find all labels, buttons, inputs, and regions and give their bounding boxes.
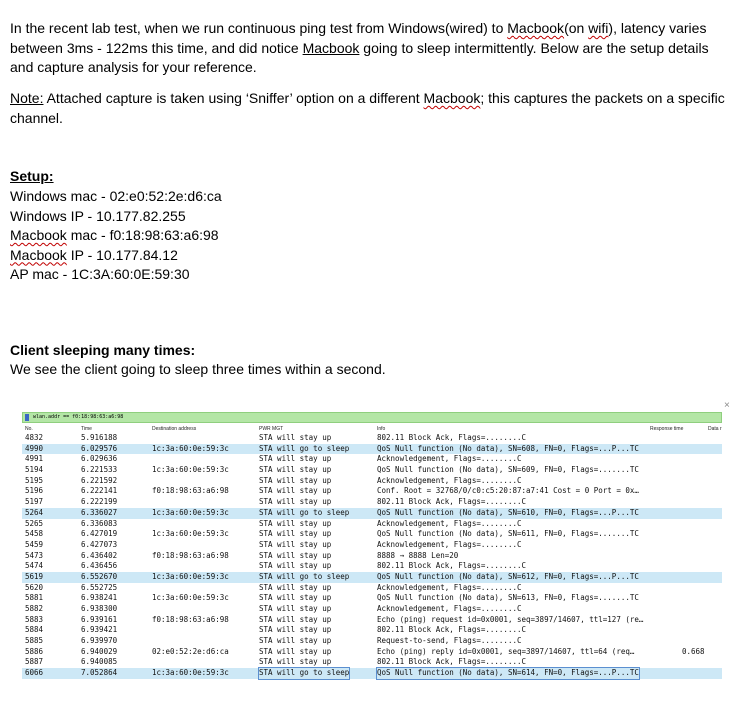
spelling-flag: Macbook — [10, 227, 67, 243]
intro-text: ), latency varies between 3ms - 122ms this time, and did notice — [10, 20, 707, 56]
packet-row[interactable] — [22, 647, 722, 658]
packet-number: 5195 — [25, 475, 44, 485]
packet-row[interactable] — [22, 465, 722, 476]
packet-info: Echo (ping) reply id=0x0001, seq=3897/14607, ttl=64 (req… — [377, 646, 635, 656]
packet-number: 5884 — [25, 625, 44, 635]
packet-row[interactable] — [22, 433, 722, 444]
packet-number: 4832 — [25, 433, 44, 442]
packet-number: 5459 — [25, 539, 44, 549]
packet-pwr-mgt: STA will stay up — [259, 433, 332, 442]
column-pwr-mgt[interactable]: PWR MGT — [259, 426, 284, 432]
packet-time: 6.938300 — [81, 604, 118, 613]
packet-row[interactable] — [22, 657, 722, 668]
packet-pwr-mgt: STA will stay up — [259, 646, 332, 656]
packet-info: Conf. Root = 32768/0/c0:c5:20:87:a7:41 Cost = 0 Port = 0x… — [377, 486, 639, 496]
packet-number: 5885 — [25, 636, 44, 646]
packet-time: 5.916188 — [81, 433, 118, 442]
packet-time: 6.938241 — [81, 593, 118, 603]
close-icon[interactable]: × — [724, 400, 730, 411]
packet-number: 5197 — [25, 497, 44, 507]
packet-response-time: 0.668 — [682, 646, 705, 656]
packet-row[interactable] — [22, 636, 722, 647]
packet-pwr-mgt: STA will stay up — [259, 582, 332, 592]
packet-row[interactable] — [22, 497, 722, 508]
macbook-ip-value: IP - 10.177.84.12 — [66, 246, 178, 263]
packet-time: 6.552670 — [81, 571, 118, 581]
column-time[interactable]: Time — [81, 426, 92, 432]
macbook-ip — [10, 246, 222, 266]
packet-info: QoS Null function (No data), SN=610, FN=0, Flags=...P...TC — [377, 507, 639, 517]
column-info[interactable]: Info — [377, 426, 386, 432]
packet-row[interactable] — [22, 444, 722, 455]
setup-list — [10, 187, 222, 285]
packet-destination: 02:e0:52:2e:d6:ca — [152, 646, 229, 656]
packet-row[interactable] — [22, 583, 722, 594]
packet-time: 6.221592 — [81, 475, 118, 485]
packet-number: 5882 — [25, 604, 44, 613]
note-label: Note: — [10, 90, 44, 106]
packet-row[interactable] — [22, 540, 722, 551]
packet-pwr-mgt: STA will go to sleep — [259, 507, 350, 517]
column-data-rate[interactable]: Data r — [708, 426, 722, 432]
packet-row[interactable] — [22, 508, 722, 519]
packet-pwr-mgt: STA will stay up — [259, 529, 332, 539]
packet-pwr-mgt: STA will go to sleep — [259, 571, 350, 581]
packet-number: 5619 — [25, 571, 44, 581]
packet-time: 6.436456 — [81, 561, 118, 571]
packet-info: QoS Null function (No data), SN=608, FN=0, Flags=...P...TC — [377, 443, 639, 453]
packet-info: 802.11 Block Ack, Flags=........C — [377, 433, 527, 442]
macbook-mac-value: mac - f0:18:98:63:a6:98 — [66, 227, 219, 243]
packet-row[interactable] — [22, 454, 722, 465]
packet-info: Request-to-send, Flags=........C — [377, 636, 522, 646]
packet-list — [22, 433, 722, 679]
packet-row[interactable] — [22, 476, 722, 487]
packet-time: 6.336027 — [81, 507, 118, 517]
packet-pwr-mgt: STA will stay up — [259, 486, 332, 496]
bookmark-icon[interactable] — [25, 414, 29, 421]
packet-row[interactable] — [22, 486, 722, 497]
display-filter-bar[interactable] — [22, 412, 722, 423]
spelling-flag: Macbook — [423, 90, 481, 106]
packet-pwr-mgt: STA will stay up — [259, 625, 332, 635]
packet-info: 802.11 Block Ack, Flags=........C — [377, 497, 527, 507]
intro-text: In the recent lab test, when we run continuous ping test from Windows(wired) to — [10, 20, 508, 36]
packet-number: 5458 — [25, 529, 44, 539]
packet-time: 6.940085 — [81, 657, 118, 667]
packet-info: Acknowledgement, Flags=........C — [377, 518, 522, 528]
packet-number: 5196 — [25, 486, 44, 496]
packet-pwr-mgt: STA will stay up — [259, 614, 332, 624]
packet-pwr-mgt: STA will go to sleep — [259, 443, 350, 453]
setup-heading: Setup: — [10, 168, 54, 184]
packet-info: 8888 → 8888 Len=20 — [377, 550, 459, 560]
packet-info: Acknowledgement, Flags=........C — [377, 539, 522, 549]
packet-time: 6.221533 — [81, 465, 118, 475]
note-paragraph — [10, 89, 735, 128]
packet-time: 6.029576 — [81, 443, 118, 453]
packet-time: 6.336083 — [81, 518, 118, 528]
sleep-heading: Client sleeping many times: — [10, 342, 196, 358]
packet-pwr-mgt: STA will stay up — [259, 604, 332, 613]
packet-info: 802.11 Block Ack, Flags=........C — [377, 625, 527, 635]
packet-destination: f0:18:98:63:a6:98 — [152, 486, 229, 496]
packet-row[interactable] — [22, 561, 722, 572]
packet-number: 5883 — [25, 614, 44, 624]
packet-info: Echo (ping) request id=0x0001, seq=3897/14607, ttl=127 (re… — [377, 614, 644, 624]
sleep-description: We see the client going to sleep three times within a second. — [10, 361, 386, 377]
spelling-flag: wifi — [588, 20, 609, 36]
packet-number: 5886 — [25, 646, 44, 656]
packet-row[interactable] — [22, 625, 722, 636]
packet-pwr-mgt: STA will stay up — [259, 518, 332, 528]
packet-list-header — [22, 425, 722, 433]
packet-row[interactable] — [22, 668, 722, 679]
packet-info: QoS Null function (No data), SN=611, FN=0, Flags=.......TC — [377, 529, 639, 539]
packet-destination: 1c:3a:60:0e:59:3c — [152, 593, 229, 603]
packet-time: 6.939421 — [81, 625, 118, 635]
packet-info: QoS Null function (No data), SN=613, FN=0, Flags=.......TC — [377, 593, 639, 603]
macbook-mac — [10, 226, 222, 246]
column-destination[interactable]: Destination address — [152, 426, 197, 432]
packet-info: QoS Null function (No data), SN=612, FN=0, Flags=...P...TC — [377, 571, 639, 581]
packet-time: 6.029636 — [81, 454, 118, 464]
packet-time: 6.940029 — [81, 646, 118, 656]
packet-pwr-mgt: STA will stay up — [259, 465, 332, 475]
packet-pwr-mgt: STA will stay up — [259, 636, 332, 646]
packet-row[interactable] — [22, 593, 722, 604]
packet-time: 6.427073 — [81, 539, 118, 549]
spelling-flag: Macbook — [507, 20, 565, 36]
packet-info: QoS Null function (No data), SN=614, FN=0, Flags=...P...TC — [377, 668, 639, 678]
packet-time: 6.436402 — [81, 550, 118, 560]
packet-destination: 1c:3a:60:0e:59:3c — [152, 443, 229, 453]
packet-time: 6.939161 — [81, 614, 118, 624]
intro-paragraph — [10, 19, 735, 78]
packet-number: 5887 — [25, 657, 44, 667]
spelling-flag: Macbook — [10, 246, 67, 263]
packet-pwr-mgt: STA will stay up — [259, 539, 332, 549]
packet-time: 6.222141 — [81, 486, 118, 496]
packet-row[interactable] — [22, 572, 722, 583]
packet-row[interactable] — [22, 519, 722, 530]
packet-destination: 1c:3a:60:0e:59:3c — [152, 529, 229, 539]
packet-time: 7.052864 — [81, 668, 118, 678]
packet-number: 4990 — [25, 443, 44, 453]
packet-time: 6.552725 — [81, 582, 118, 592]
intro-text: going to sleep intermittently. Below are the setup details and capture analysis for your reference. — [10, 39, 709, 75]
packet-pwr-mgt: STA will stay up — [259, 561, 332, 571]
packet-info: Acknowledgement, Flags=........C — [377, 604, 522, 613]
packet-number: 5264 — [25, 507, 44, 517]
packet-destination: f0:18:98:63:a6:98 — [152, 614, 229, 624]
packet-destination: 1c:3a:60:0e:59:3c — [152, 571, 229, 581]
packet-destination: 1c:3a:60:0e:59:3c — [152, 465, 229, 475]
packet-number: 6066 — [25, 668, 44, 678]
packet-time: 6.939970 — [81, 636, 118, 646]
packet-time: 6.427019 — [81, 529, 118, 539]
packet-number: 5881 — [25, 593, 44, 603]
packet-info: 802.11 Block Ack, Flags=........C — [377, 561, 527, 571]
note-text: Attached capture is taken using ‘Sniffer’ option on a different — [43, 90, 424, 106]
packet-number: 5474 — [25, 561, 44, 571]
packet-number: 5265 — [25, 518, 44, 528]
packet-number: 5620 — [25, 582, 44, 592]
spelling-flag: Macbook — [302, 39, 360, 56]
packet-destination: 1c:3a:60:0e:59:3c — [152, 507, 229, 517]
packet-row[interactable] — [22, 615, 722, 626]
windows-ip: Windows IP - 10.177.82.255 — [10, 207, 186, 224]
packet-time: 6.222199 — [81, 497, 118, 507]
display-filter-input[interactable]: wlan.addr == f0:18:98:63:a6:98 — [33, 414, 124, 420]
note-text: ; this captures the packets on a specific channel. — [10, 90, 725, 126]
packet-pwr-mgt: STA will stay up — [259, 475, 332, 485]
packet-info: Acknowledgement, Flags=........C — [377, 582, 522, 592]
packet-destination: 1c:3a:60:0e:59:3c — [152, 668, 229, 678]
column-no[interactable]: No. — [25, 426, 33, 432]
packet-number: 4991 — [25, 454, 44, 464]
capture-screenshot — [22, 412, 722, 684]
ap-mac: AP mac - 1C:3A:60:0E:59:30 — [10, 266, 190, 282]
packet-pwr-mgt: STA will stay up — [259, 593, 332, 603]
packet-info: Acknowledgement, Flags=........C — [377, 454, 522, 464]
packet-number: 5473 — [25, 550, 44, 560]
packet-pwr-mgt: STA will go to sleep — [259, 668, 350, 678]
packet-info: QoS Null function (No data), SN=609, FN=0, Flags=.......TC — [377, 465, 639, 475]
packet-pwr-mgt: STA will stay up — [259, 497, 332, 507]
packet-row[interactable] — [22, 604, 722, 615]
packet-destination: f0:18:98:63:a6:98 — [152, 550, 229, 560]
packet-info: 802.11 Block Ack, Flags=........C — [377, 657, 527, 667]
packet-pwr-mgt: STA will stay up — [259, 550, 332, 560]
packet-row[interactable] — [22, 551, 722, 562]
packet-pwr-mgt: STA will stay up — [259, 454, 332, 464]
packet-info: Acknowledgement, Flags=........C — [377, 475, 522, 485]
packet-number: 5194 — [25, 465, 44, 475]
windows-mac: Windows mac - 02:e0:52:2e:d6:ca — [10, 188, 222, 204]
packet-row[interactable] — [22, 529, 722, 540]
intro-text: (on — [564, 20, 589, 36]
packet-pwr-mgt: STA will stay up — [259, 657, 332, 667]
column-response-time[interactable]: Response time — [650, 426, 684, 432]
